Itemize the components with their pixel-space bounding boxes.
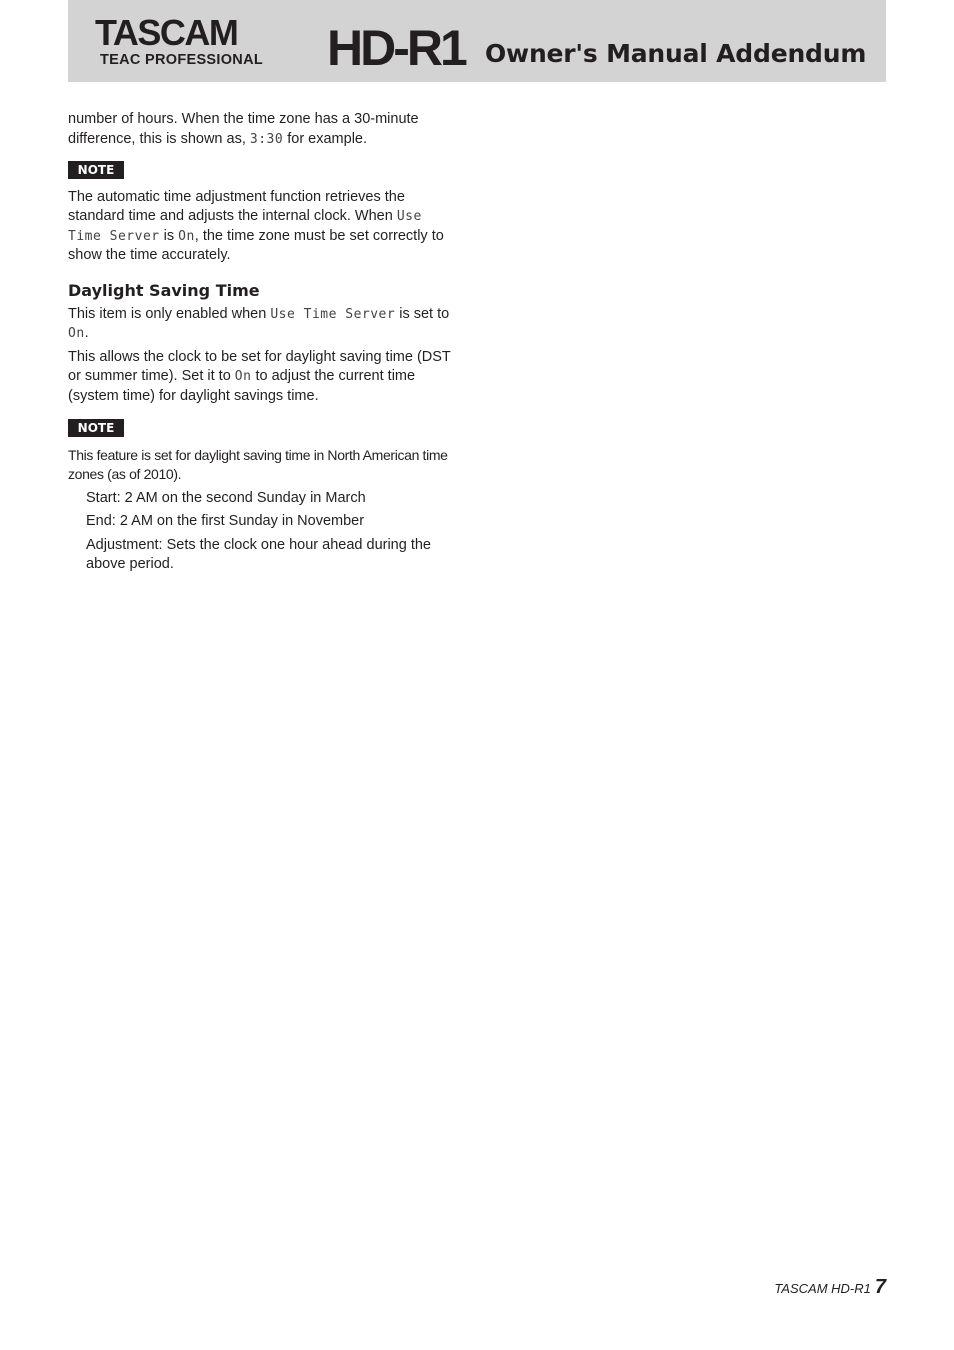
list-item: End: 2 AM on the first Sunday in November [86,513,365,529]
tascam-logo: TASCAM [95,12,238,53]
dst-paragraph-2: This allows the clock to be set for daylight saving time (DST or summer time). Set it to On to adjust the current time (system time) for daylight savings time. [68,348,451,404]
note-badge: NOTE [68,161,124,179]
dst-paragraph-1: This item is only enabled when Use Time Server is set to On. [68,305,450,341]
page-title: Owner's Manual Addendum [485,39,867,68]
lcd-text-3-30: 3:30 [249,131,284,147]
intro-paragraph: number of hours. When the time zone has a 30-minute difference, this is shown as, 3:30 for example. [68,111,419,147]
list-item: Adjustment: Sets the clock one hour ahead during the above period. [86,536,431,572]
note-block-2 [68,419,460,439]
page-header [68,0,886,82]
lcd-text-on: On [68,326,85,341]
model-name: HD-R1 [327,20,465,76]
note-paragraph-1: The automatic time adjustment function retrieves the standard time and adjusts the internal clock. When Use Time Server is On, the time zone must be set correctly to show the time accurately. [68,188,444,263]
lcd-text-use-time-server: Use Time Server [68,209,422,244]
note-paragraph-2: This feature is set for daylight saving time in North American time zones (as of 2010). [68,446,448,482]
teac-professional-label: TEAC PROFESSIONAL [100,52,263,68]
lcd-text-use-time-server: Use Time Server [270,306,396,322]
lcd-text-on: On [234,369,252,384]
footer-label: TASCAM HD-R1 [774,1281,871,1296]
page-number: 7 [874,1276,886,1298]
main-column [68,110,460,575]
lcd-text-on: On [178,228,195,244]
list-item: Start: 2 AM on the second Sunday in March [86,489,366,506]
note-block-1 [68,161,460,181]
page-footer [774,1276,886,1299]
dst-schedule-list [68,489,460,575]
section-heading-dst: Daylight Saving Time [68,280,260,300]
note-badge: NOTE [68,419,124,437]
